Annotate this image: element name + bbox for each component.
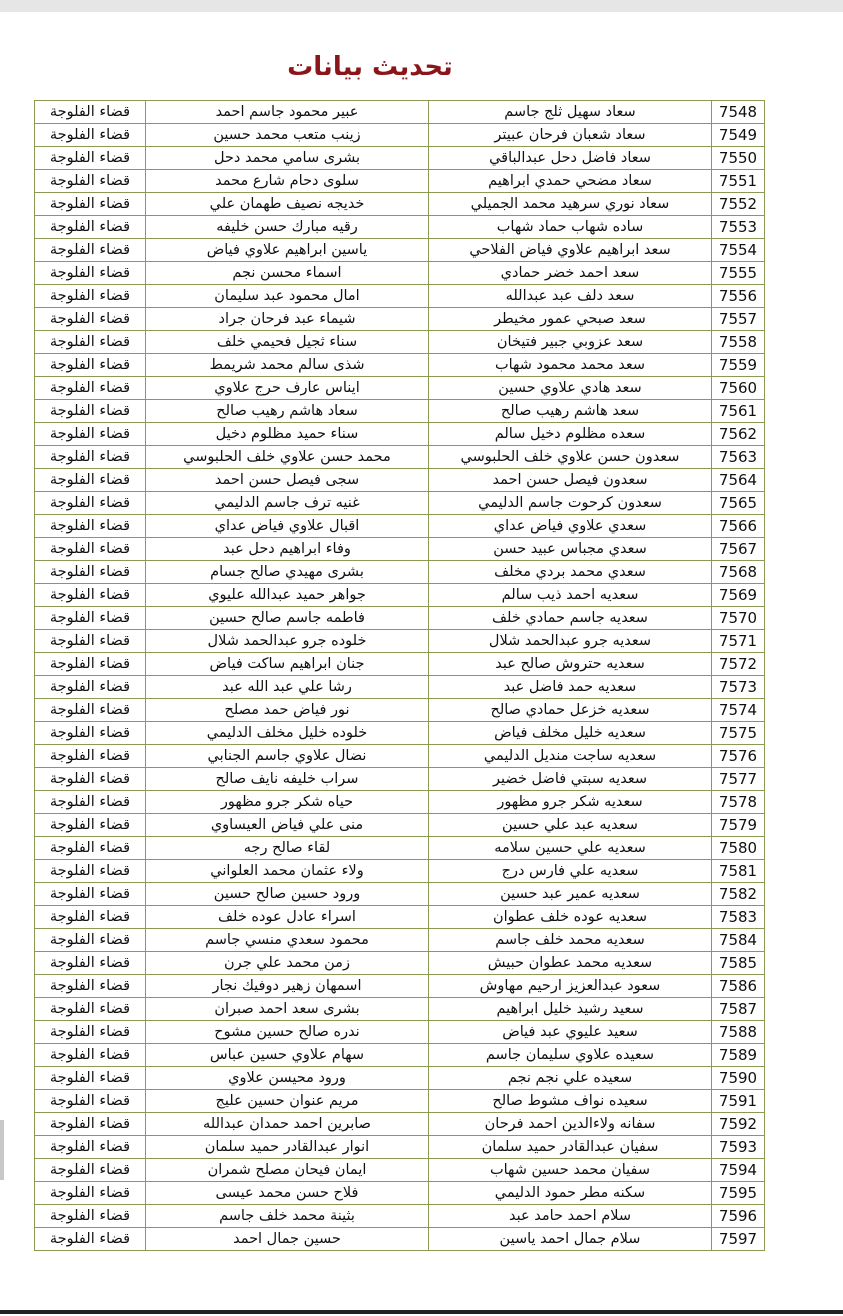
row-number: 7555 xyxy=(712,262,765,285)
row-number: 7592 xyxy=(712,1113,765,1136)
row-number: 7568 xyxy=(712,561,765,584)
person-name: سفانه ولاءالدين احمد فرحان xyxy=(429,1113,712,1136)
person-name: سعاد مضحي حمدي ابراهيم xyxy=(429,170,712,193)
person-name: سعاد سهيل ثلج جاسم xyxy=(429,101,712,124)
table-row xyxy=(35,308,765,331)
row-number: 7589 xyxy=(712,1044,765,1067)
district-name: قضاء الفلوجة xyxy=(35,469,146,492)
table-row xyxy=(35,147,765,170)
district-name: قضاء الفلوجة xyxy=(35,147,146,170)
person-name: سعديه شكر جرو مظهور xyxy=(429,791,712,814)
related-name: محمد حسن علاوي خلف الحلبوسي xyxy=(146,446,429,469)
district-name: قضاء الفلوجة xyxy=(35,308,146,331)
person-name: سفيان محمد حسين شهاب xyxy=(429,1159,712,1182)
district-name: قضاء الفلوجة xyxy=(35,262,146,285)
row-number: 7597 xyxy=(712,1228,765,1251)
table-row xyxy=(35,1021,765,1044)
person-name: ساده شهاب حماد شهاب xyxy=(429,216,712,239)
table-row xyxy=(35,1044,765,1067)
related-name: فاطمه جاسم صالح حسين xyxy=(146,607,429,630)
related-name: ايناس عارف حرج علاوي xyxy=(146,377,429,400)
related-name: محمود سعدي منسي جاسم xyxy=(146,929,429,952)
table-row xyxy=(35,193,765,216)
related-name: ايمان فيحان مصلح شمران xyxy=(146,1159,429,1182)
table-row xyxy=(35,1113,765,1136)
district-name: قضاء الفلوجة xyxy=(35,814,146,837)
related-name: اسراء عادل عوده خلف xyxy=(146,906,429,929)
table-row xyxy=(35,975,765,998)
table-row xyxy=(35,883,765,906)
person-name: سعد هادي علاوي حسين xyxy=(429,377,712,400)
row-number: 7575 xyxy=(712,722,765,745)
related-name: امال محمود عبد سليمان xyxy=(146,285,429,308)
person-name: سعديه محمد عطوان حبيش xyxy=(429,952,712,975)
district-name: قضاء الفلوجة xyxy=(35,561,146,584)
person-name: سعاد فاضل دحل عبدالباقي xyxy=(429,147,712,170)
district-name: قضاء الفلوجة xyxy=(35,952,146,975)
related-name: حياه شكر جرو مظهور xyxy=(146,791,429,814)
table-row xyxy=(35,676,765,699)
row-number: 7560 xyxy=(712,377,765,400)
table-row xyxy=(35,630,765,653)
person-name: سعدون حسن علاوي خلف الحلبوسي xyxy=(429,446,712,469)
district-name: قضاء الفلوجة xyxy=(35,1182,146,1205)
row-number: 7574 xyxy=(712,699,765,722)
related-name: بثينة محمد خلف جاسم xyxy=(146,1205,429,1228)
person-name: سعد عزوبي جبير فتيخان xyxy=(429,331,712,354)
row-number: 7591 xyxy=(712,1090,765,1113)
related-name: وفاء ابراهيم دحل عبد xyxy=(146,538,429,561)
district-name: قضاء الفلوجة xyxy=(35,1136,146,1159)
person-name: سعد احمد خضر حمادي xyxy=(429,262,712,285)
person-name: سعديه علي فارس درج xyxy=(429,860,712,883)
district-name: قضاء الفلوجة xyxy=(35,1021,146,1044)
district-name: قضاء الفلوجة xyxy=(35,1067,146,1090)
related-name: فلاح حسن محمد عيسى xyxy=(146,1182,429,1205)
district-name: قضاء الفلوجة xyxy=(35,699,146,722)
related-name: سناء ثجيل فحيمي خلف xyxy=(146,331,429,354)
district-name: قضاء الفلوجة xyxy=(35,860,146,883)
related-name: بشرى سامي محمد دحل xyxy=(146,147,429,170)
district-name: قضاء الفلوجة xyxy=(35,653,146,676)
district-name: قضاء الفلوجة xyxy=(35,515,146,538)
row-number: 7566 xyxy=(712,515,765,538)
row-number: 7588 xyxy=(712,1021,765,1044)
person-name: سعد دلف عبد عبدالله xyxy=(429,285,712,308)
related-name: سراب خليفه نايف صالح xyxy=(146,768,429,791)
row-number: 7584 xyxy=(712,929,765,952)
table-row xyxy=(35,469,765,492)
district-name: قضاء الفلوجة xyxy=(35,676,146,699)
related-name: رشا علي عبد الله عبد xyxy=(146,676,429,699)
row-number: 7578 xyxy=(712,791,765,814)
person-name: سعديه عوده خلف عطوان xyxy=(429,906,712,929)
table-row xyxy=(35,952,765,975)
district-name: قضاء الفلوجة xyxy=(35,1044,146,1067)
district-name: قضاء الفلوجة xyxy=(35,285,146,308)
person-name: سعدون كرحوت جاسم الدليمي xyxy=(429,492,712,515)
person-name: سعديه جرو عبدالحمد شلال xyxy=(429,630,712,653)
row-number: 7590 xyxy=(712,1067,765,1090)
related-name: ندره صالح حسين مشوح xyxy=(146,1021,429,1044)
person-name: سعاد نوري سرهيد محمد الجميلي xyxy=(429,193,712,216)
person-name: سفيان عبدالقادر حميد سلمان xyxy=(429,1136,712,1159)
district-name: قضاء الفلوجة xyxy=(35,400,146,423)
district-name: قضاء الفلوجة xyxy=(35,975,146,998)
person-name: سعديه حمد فاضل عبد xyxy=(429,676,712,699)
related-name: رقيه مبارك حسن خليفه xyxy=(146,216,429,239)
related-name: ورود محيسن علاوي xyxy=(146,1067,429,1090)
row-number: 7582 xyxy=(712,883,765,906)
table-row xyxy=(35,929,765,952)
person-name: سعد محمد محمود شهاب xyxy=(429,354,712,377)
person-name: سعد صبحي عمور مخيطر xyxy=(429,308,712,331)
table-row xyxy=(35,239,765,262)
district-name: قضاء الفلوجة xyxy=(35,354,146,377)
table-row xyxy=(35,745,765,768)
table-row xyxy=(35,331,765,354)
row-number: 7557 xyxy=(712,308,765,331)
row-number: 7565 xyxy=(712,492,765,515)
table-row xyxy=(35,538,765,561)
row-number: 7550 xyxy=(712,147,765,170)
row-number: 7572 xyxy=(712,653,765,676)
person-name: سعديه علي حسين سلامه xyxy=(429,837,712,860)
related-name: منى علي فياض العيساوي xyxy=(146,814,429,837)
person-name: سعديه احمد ذيب سالم xyxy=(429,584,712,607)
district-name: قضاء الفلوجة xyxy=(35,538,146,561)
table-row xyxy=(35,653,765,676)
district-name: قضاء الفلوجة xyxy=(35,998,146,1021)
related-name: زينب متعب محمد حسين xyxy=(146,124,429,147)
related-name: حسين جمال احمد xyxy=(146,1228,429,1251)
row-number: 7562 xyxy=(712,423,765,446)
district-name: قضاء الفلوجة xyxy=(35,377,146,400)
person-name: سعديه خزعل حمادي صالح xyxy=(429,699,712,722)
related-name: بشرى مهيدي صالح جسام xyxy=(146,561,429,584)
row-number: 7567 xyxy=(712,538,765,561)
table-row xyxy=(35,561,765,584)
person-name: سعديه خليل مخلف فياض xyxy=(429,722,712,745)
table-row xyxy=(35,124,765,147)
related-name: جنان ابراهيم ساكت فياض xyxy=(146,653,429,676)
table-row xyxy=(35,1228,765,1251)
related-name: انوار عبدالقادر حميد سلمان xyxy=(146,1136,429,1159)
person-name: سعد هاشم رهيب صالح xyxy=(429,400,712,423)
row-number: 7594 xyxy=(712,1159,765,1182)
row-number: 7551 xyxy=(712,170,765,193)
records-table-body xyxy=(35,101,765,1251)
person-name: سعاد شعبان فرحان عبيتر xyxy=(429,124,712,147)
row-number: 7556 xyxy=(712,285,765,308)
row-number: 7571 xyxy=(712,630,765,653)
related-name: خلوده جرو عبدالحمد شلال xyxy=(146,630,429,653)
person-name: سعدي علاوي فياض عداي xyxy=(429,515,712,538)
person-name: سعديه حتروش صالح عبد xyxy=(429,653,712,676)
row-number: 7585 xyxy=(712,952,765,975)
related-name: لقاء صالح رجه xyxy=(146,837,429,860)
table-row xyxy=(35,791,765,814)
table-row xyxy=(35,354,765,377)
row-number: 7564 xyxy=(712,469,765,492)
district-name: قضاء الفلوجة xyxy=(35,906,146,929)
table-row xyxy=(35,607,765,630)
table-row xyxy=(35,1136,765,1159)
table-row xyxy=(35,1067,765,1090)
table-row xyxy=(35,377,765,400)
row-number: 7576 xyxy=(712,745,765,768)
related-name: شذى سالم محمد شريمط xyxy=(146,354,429,377)
district-name: قضاء الفلوجة xyxy=(35,1090,146,1113)
table-row xyxy=(35,216,765,239)
row-number: 7596 xyxy=(712,1205,765,1228)
row-number: 7553 xyxy=(712,216,765,239)
table-row xyxy=(35,170,765,193)
table-row xyxy=(35,400,765,423)
person-name: سعدون فيصل حسن احمد xyxy=(429,469,712,492)
table-row xyxy=(35,1182,765,1205)
district-name: قضاء الفلوجة xyxy=(35,124,146,147)
table-row xyxy=(35,768,765,791)
person-name: سعديه جاسم حمادي خلف xyxy=(429,607,712,630)
table-row xyxy=(35,446,765,469)
related-name: زمن محمد علي جرن xyxy=(146,952,429,975)
person-name: سعده مظلوم دخيل سالم xyxy=(429,423,712,446)
related-name: شيماء عبد فرحان جراد xyxy=(146,308,429,331)
person-name: سعدي محمد بردي مخلف xyxy=(429,561,712,584)
table-row xyxy=(35,837,765,860)
row-number: 7583 xyxy=(712,906,765,929)
person-name: سكنه مطر حمود الدليمي xyxy=(429,1182,712,1205)
table-row xyxy=(35,860,765,883)
bottom-border xyxy=(0,1310,843,1314)
district-name: قضاء الفلوجة xyxy=(35,216,146,239)
person-name: سعدي مجباس عبيد حسن xyxy=(429,538,712,561)
related-name: ياسين ابراهيم علاوي فياض xyxy=(146,239,429,262)
table-row xyxy=(35,584,765,607)
related-name: صابرين احمد حمدان عبدالله xyxy=(146,1113,429,1136)
person-name: سعيد عليوي عبد فياض xyxy=(429,1021,712,1044)
row-number: 7593 xyxy=(712,1136,765,1159)
table-row xyxy=(35,699,765,722)
person-name: سعيده نواف مشوط صالح xyxy=(429,1090,712,1113)
row-number: 7563 xyxy=(712,446,765,469)
district-name: قضاء الفلوجة xyxy=(35,239,146,262)
district-name: قضاء الفلوجة xyxy=(35,791,146,814)
related-name: اسمهان زهير دوفيك نجار xyxy=(146,975,429,998)
related-name: خلوده خليل مخلف الدليمي xyxy=(146,722,429,745)
row-number: 7558 xyxy=(712,331,765,354)
records-table-wrapper xyxy=(34,100,765,1251)
row-number: 7587 xyxy=(712,998,765,1021)
related-name: ولاء عثمان محمد العلواني xyxy=(146,860,429,883)
page-title: تحديث بيانات xyxy=(287,52,453,82)
row-number: 7549 xyxy=(712,124,765,147)
related-name: اسماء محسن نجم xyxy=(146,262,429,285)
district-name: قضاء الفلوجة xyxy=(35,584,146,607)
person-name: سعديه عمير عبد حسين xyxy=(429,883,712,906)
district-name: قضاء الفلوجة xyxy=(35,423,146,446)
related-name: غنيه ترف جاسم الدليمي xyxy=(146,492,429,515)
district-name: قضاء الفلوجة xyxy=(35,193,146,216)
district-name: قضاء الفلوجة xyxy=(35,331,146,354)
person-name: سلام احمد حامد عبد xyxy=(429,1205,712,1228)
row-number: 7579 xyxy=(712,814,765,837)
row-number: 7570 xyxy=(712,607,765,630)
related-name: سهام علاوي حسين عباس xyxy=(146,1044,429,1067)
row-number: 7580 xyxy=(712,837,765,860)
person-name: سعديه محمد خلف جاسم xyxy=(429,929,712,952)
row-number: 7577 xyxy=(712,768,765,791)
person-name: سعيد رشيد خليل ابراهيم xyxy=(429,998,712,1021)
related-name: سجى فيصل حسن احمد xyxy=(146,469,429,492)
district-name: قضاء الفلوجة xyxy=(35,1205,146,1228)
person-name: سعد ابراهيم علاوي فياض الفلاحي xyxy=(429,239,712,262)
district-name: قضاء الفلوجة xyxy=(35,1228,146,1251)
district-name: قضاء الفلوجة xyxy=(35,883,146,906)
related-name: اقبال علاوي فياض عداي xyxy=(146,515,429,538)
related-name: ورود حسين صالح حسين xyxy=(146,883,429,906)
table-row xyxy=(35,1159,765,1182)
district-name: قضاء الفلوجة xyxy=(35,1113,146,1136)
row-number: 7561 xyxy=(712,400,765,423)
person-name: سعديه ساجت منديل الدليمي xyxy=(429,745,712,768)
related-name: عبير محمود جاسم احمد xyxy=(146,101,429,124)
table-row xyxy=(35,515,765,538)
person-name: سعيده علاوي سليمان جاسم xyxy=(429,1044,712,1067)
records-table xyxy=(34,100,765,1251)
district-name: قضاء الفلوجة xyxy=(35,607,146,630)
table-row xyxy=(35,423,765,446)
district-name: قضاء الفلوجة xyxy=(35,745,146,768)
district-name: قضاء الفلوجة xyxy=(35,722,146,745)
table-row xyxy=(35,814,765,837)
row-number: 7581 xyxy=(712,860,765,883)
related-name: بشرى سعد احمد صبران xyxy=(146,998,429,1021)
district-name: قضاء الفلوجة xyxy=(35,630,146,653)
related-name: سعاد هاشم رهيب صالح xyxy=(146,400,429,423)
page-edge-shadow xyxy=(0,1120,4,1180)
district-name: قضاء الفلوجة xyxy=(35,837,146,860)
table-row xyxy=(35,1205,765,1228)
row-number: 7573 xyxy=(712,676,765,699)
district-name: قضاء الفلوجة xyxy=(35,446,146,469)
district-name: قضاء الفلوجة xyxy=(35,768,146,791)
district-name: قضاء الفلوجة xyxy=(35,101,146,124)
district-name: قضاء الفلوجة xyxy=(35,492,146,515)
table-row xyxy=(35,998,765,1021)
table-row xyxy=(35,101,765,124)
person-name: سعيده علي نجم نجم xyxy=(429,1067,712,1090)
related-name: مريم عنوان حسين عليج xyxy=(146,1090,429,1113)
related-name: نور فياض حمد مصلح xyxy=(146,699,429,722)
row-number: 7548 xyxy=(712,101,765,124)
related-name: سناء حميد مظلوم دخيل xyxy=(146,423,429,446)
row-number: 7559 xyxy=(712,354,765,377)
table-row xyxy=(35,285,765,308)
row-number: 7569 xyxy=(712,584,765,607)
district-name: قضاء الفلوجة xyxy=(35,1159,146,1182)
row-number: 7554 xyxy=(712,239,765,262)
person-name: سلام جمال احمد ياسين xyxy=(429,1228,712,1251)
table-row xyxy=(35,906,765,929)
table-row xyxy=(35,722,765,745)
table-row xyxy=(35,1090,765,1113)
table-row xyxy=(35,262,765,285)
related-name: سلوى دحام شارع محمد xyxy=(146,170,429,193)
person-name: سعديه سبتي فاضل خضير xyxy=(429,768,712,791)
district-name: قضاء الفلوجة xyxy=(35,170,146,193)
district-name: قضاء الفلوجة xyxy=(35,929,146,952)
related-name: خديجه نصيف طهمان علي xyxy=(146,193,429,216)
related-name: نضال علاوي جاسم الجنابي xyxy=(146,745,429,768)
row-number: 7552 xyxy=(712,193,765,216)
row-number: 7595 xyxy=(712,1182,765,1205)
person-name: سعود عبدالعزيز ارحيم مهاوش xyxy=(429,975,712,998)
table-row xyxy=(35,492,765,515)
row-number: 7586 xyxy=(712,975,765,998)
top-band xyxy=(0,0,843,12)
related-name: جواهر حميد عبدالله عليوي xyxy=(146,584,429,607)
person-name: سعديه عبد علي حسين xyxy=(429,814,712,837)
